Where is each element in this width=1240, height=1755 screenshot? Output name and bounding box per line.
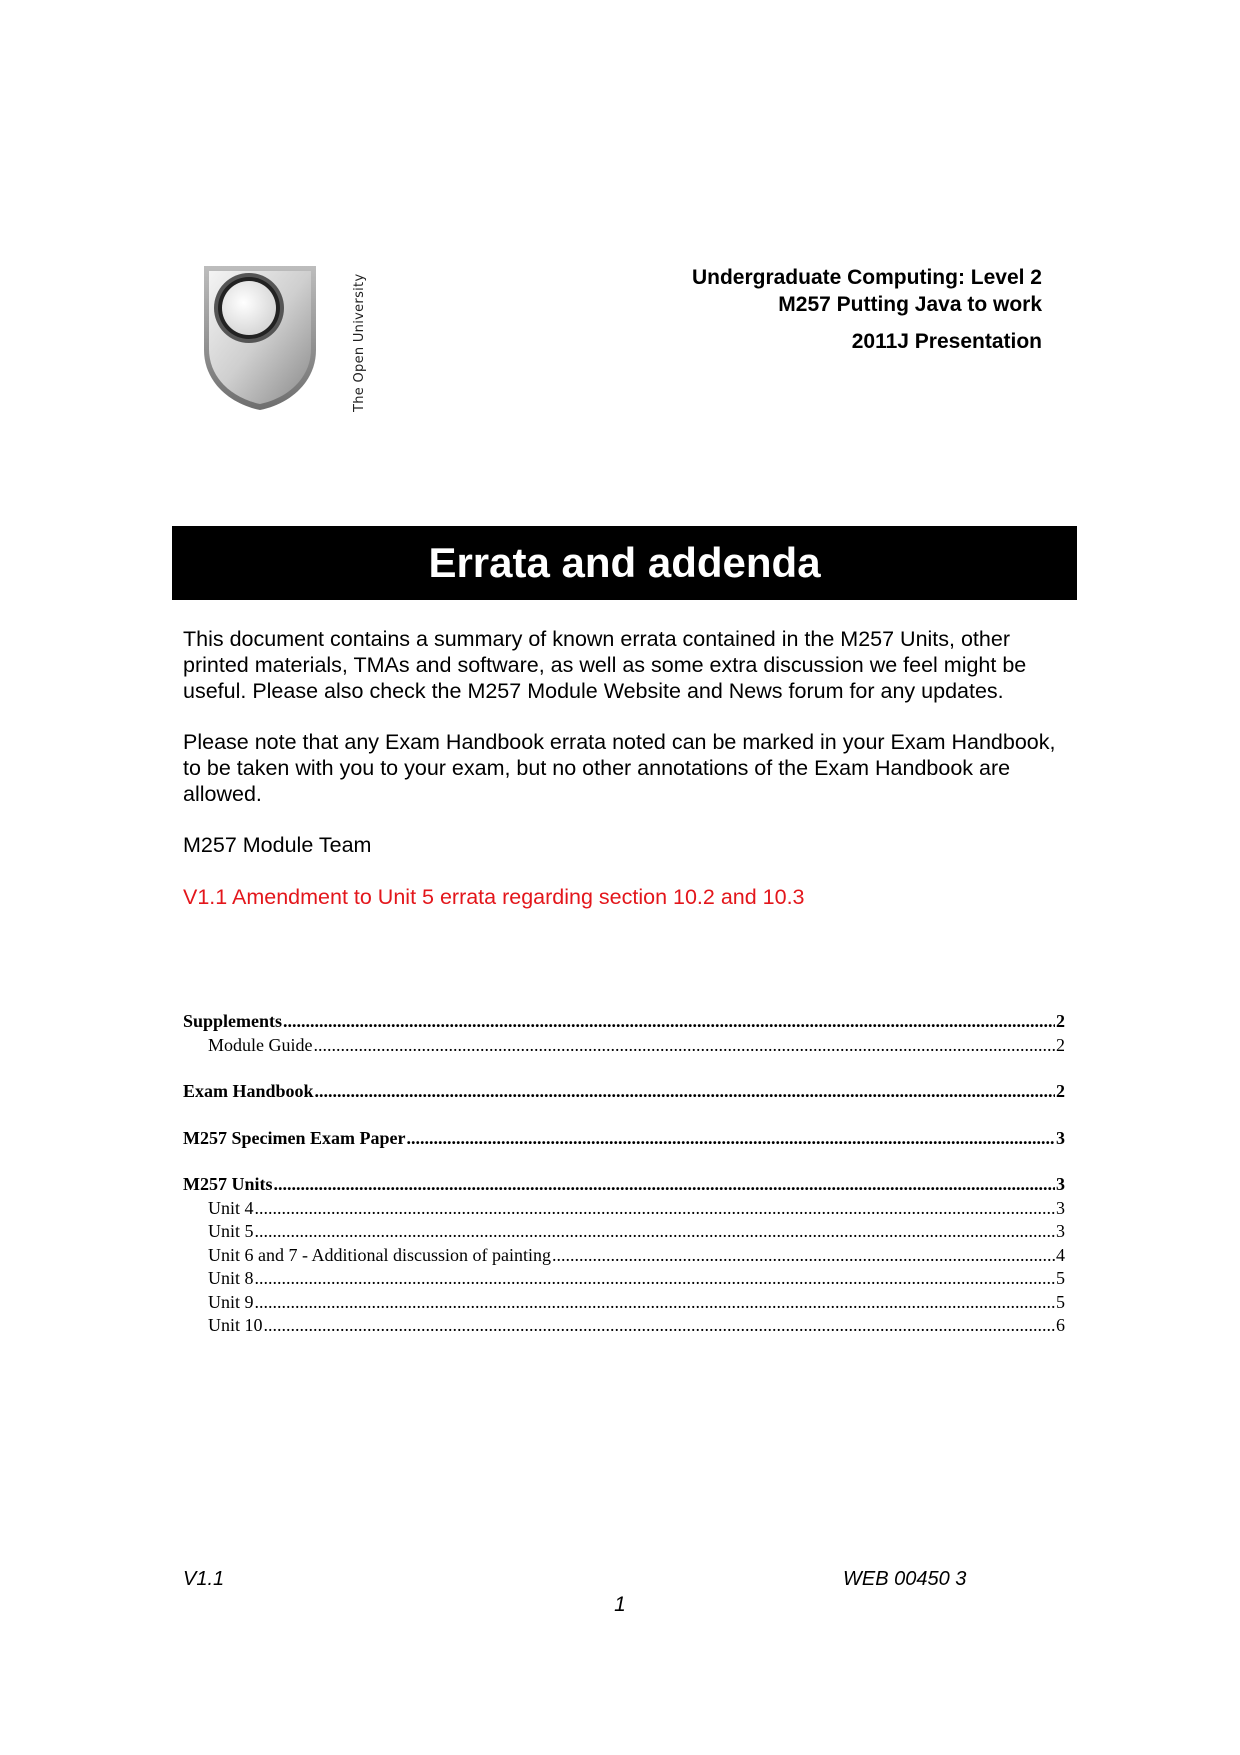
course-level: Undergraduate Computing: Level 2 xyxy=(691,266,1042,289)
toc-entry-label: M257 Specimen Exam Paper xyxy=(183,1127,406,1148)
course-title: M257 Putting Java to work xyxy=(778,293,1042,316)
table-of-contents xyxy=(183,1010,1065,1338)
course-header xyxy=(692,264,1042,355)
footer-version: V1.1 xyxy=(183,1568,225,1590)
toc-entry[interactable] xyxy=(183,1267,1065,1291)
toc-entry-page: 5 xyxy=(1056,1268,1065,1288)
toc-entry-page: 6 xyxy=(1056,1315,1065,1335)
toc-entry[interactable] xyxy=(183,1173,1065,1197)
page-number: 1 xyxy=(614,1593,626,1616)
logo-wordmark: The Open University xyxy=(352,273,367,412)
toc-entry-label: Unit 6 and 7 - Additional discussion of painting xyxy=(208,1244,551,1265)
toc-entry[interactable] xyxy=(183,1010,1065,1034)
toc-entry-label: M257 Units xyxy=(183,1174,273,1194)
toc-entry[interactable] xyxy=(183,1291,1065,1315)
exam-note-paragraph: Please note that any Exam Handbook errata noted can be marked in your Exam Handbook, to be taken with you to your exam, but no other annotations of the Exam Handbook are allowed. xyxy=(183,730,1056,806)
toc-entry-page: 4 xyxy=(1056,1244,1065,1265)
amendment-note: V1.1 Amendment to Unit 5 errata regarding section 10.2 and 10.3 xyxy=(183,885,805,909)
toc-entry-page: 3 xyxy=(1056,1197,1065,1218)
toc-entry[interactable] xyxy=(183,1127,1065,1151)
footer-document-code: WEB 00450 3 xyxy=(843,1568,967,1590)
toc-entry-label: Unit 8 xyxy=(208,1268,254,1288)
toc-entry[interactable] xyxy=(183,1220,1065,1244)
intro-paragraph: This document contains a summary of known errata contained in the M257 Units, other printed materials, TMAs and software, as well as some extra discussion we feel might be useful. Please also check the M257 Module Website and News forum for any updates. xyxy=(183,627,1027,703)
toc-entry-label: Module Guide xyxy=(208,1034,313,1055)
toc-entry[interactable] xyxy=(183,1034,1065,1058)
toc-entry-label: Unit 5 xyxy=(208,1221,254,1241)
toc-entry[interactable] xyxy=(183,1314,1065,1338)
toc-entry-page: 3 xyxy=(1056,1174,1065,1194)
toc-entry-label: Supplements xyxy=(183,1011,283,1031)
toc-entry-label: Exam Handbook xyxy=(183,1081,314,1101)
course-presentation: 2011J Presentation xyxy=(851,330,1042,353)
toc-entry-page: 3 xyxy=(1056,1221,1065,1241)
toc-entry[interactable] xyxy=(183,1244,1065,1268)
toc-entry-label: Unit 4 xyxy=(208,1197,254,1218)
toc-entry-label: Unit 10 xyxy=(208,1315,263,1335)
toc-entry-page: 2 xyxy=(1056,1081,1065,1101)
toc-entry-page: 5 xyxy=(1056,1291,1065,1312)
document-title: Errata and addenda xyxy=(172,526,1077,600)
toc-entry[interactable] xyxy=(183,1080,1065,1104)
toc-entry-page: 2 xyxy=(1056,1034,1065,1055)
toc-entry-page: 2 xyxy=(1056,1011,1065,1031)
signature-line: M257 Module Team xyxy=(183,833,372,857)
toc-entry[interactable] xyxy=(183,1197,1065,1221)
toc-entry-label: Unit 9 xyxy=(208,1291,254,1312)
toc-entry-page: 3 xyxy=(1056,1127,1065,1148)
